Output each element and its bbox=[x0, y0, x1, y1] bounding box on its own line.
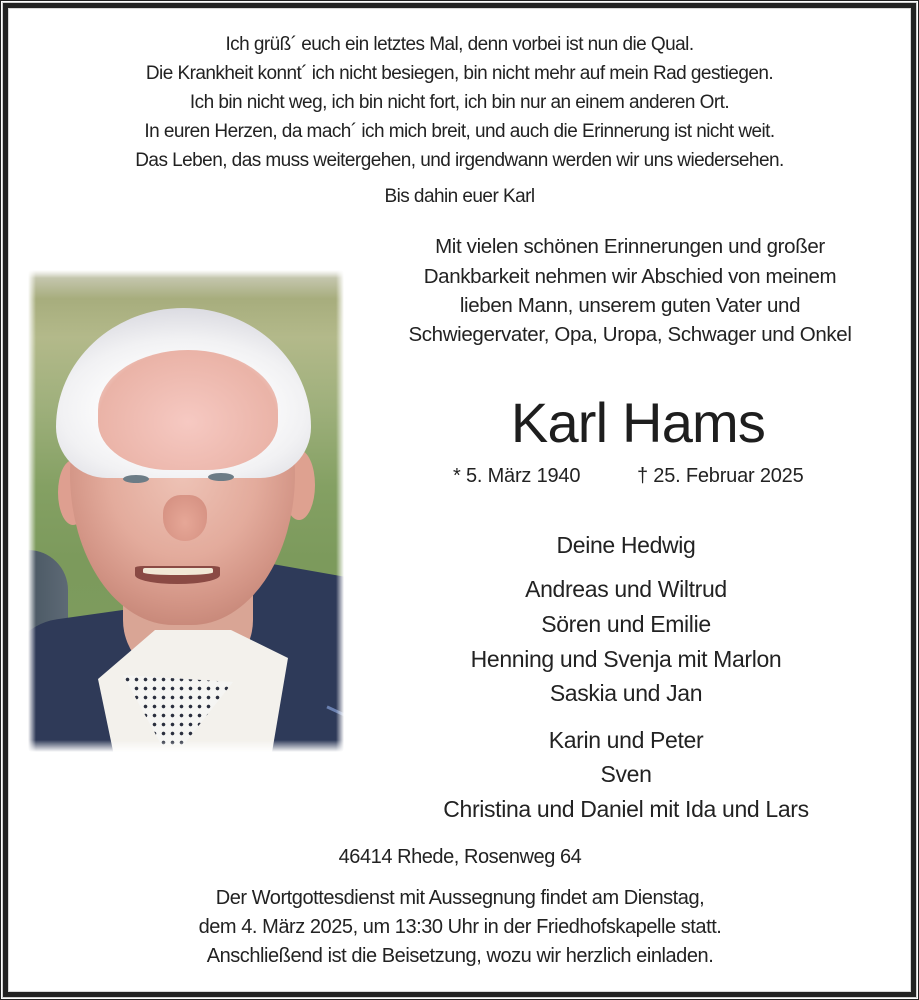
poem-line: Ich bin nicht weg, ich bin nicht fort, ich bin nur an einem anderen Ort. bbox=[189, 92, 730, 113]
poem-line: Die Krankheit konnt´ ich nicht besiegen, bin nicht mehr auf mein Rad gestiegen. bbox=[145, 63, 774, 84]
portrait-image bbox=[28, 270, 344, 752]
forehead bbox=[98, 350, 278, 470]
birth-date: * 5. März 1940 bbox=[453, 465, 581, 487]
intro-line: lieben Mann, unserem guten Vater und bbox=[459, 294, 801, 317]
family-line: Andreas und Wiltrud bbox=[525, 576, 727, 602]
intro-line: Dankbarkeit nehmen wir Abschied von meinem bbox=[423, 265, 837, 288]
poem-line: Ich grüß´ euch ein letztes Mal, denn vorbei ist nun die Qual. bbox=[225, 34, 694, 55]
family-line: Sven bbox=[600, 761, 652, 787]
service-line: Anschließend ist die Beisetzung, wozu wir herzlich einladen. bbox=[206, 945, 714, 967]
nose bbox=[163, 495, 207, 541]
family-line: Sören und Emilie bbox=[541, 611, 711, 637]
spouse-name: Deine Hedwig bbox=[556, 532, 696, 558]
death-date: † 25. Februar 2025 bbox=[637, 465, 804, 487]
eye-left bbox=[123, 475, 149, 483]
eye-right bbox=[208, 473, 234, 481]
poem-signoff: Bis dahin euer Karl bbox=[384, 186, 535, 207]
family-line: Henning und Svenja mit Marlon bbox=[470, 646, 782, 672]
intro-line: Mit vielen schönen Erinnerungen und großer bbox=[435, 235, 825, 258]
mourning-address: 46414 Rhede, Rosenweg 64 bbox=[338, 846, 582, 868]
poem-line: In euren Herzen, da mach´ ich mich breit, und auch die Erinnerung ist nicht weit. bbox=[144, 121, 775, 142]
family-line: Karin und Peter bbox=[548, 727, 704, 753]
teeth bbox=[143, 568, 213, 575]
service-line: Der Wortgottesdienst mit Aussegnung findet am Dienstag, bbox=[215, 887, 705, 909]
family-line: Saskia und Jan bbox=[549, 680, 703, 706]
family-line: Christina und Daniel mit Ida und Lars bbox=[443, 796, 809, 822]
portrait-photo bbox=[28, 270, 344, 752]
service-line: dem 4. März 2025, um 13:30 Uhr in der Friedhofskapelle statt. bbox=[198, 916, 722, 938]
intro-line: Schwiegervater, Opa, Uropa, Schwager und Onkel bbox=[408, 323, 852, 346]
deceased-name: Karl Hams bbox=[510, 391, 766, 454]
poem-line: Das Leben, das muss weitergehen, und irgendwann werden wir uns wiedersehen. bbox=[135, 150, 784, 171]
